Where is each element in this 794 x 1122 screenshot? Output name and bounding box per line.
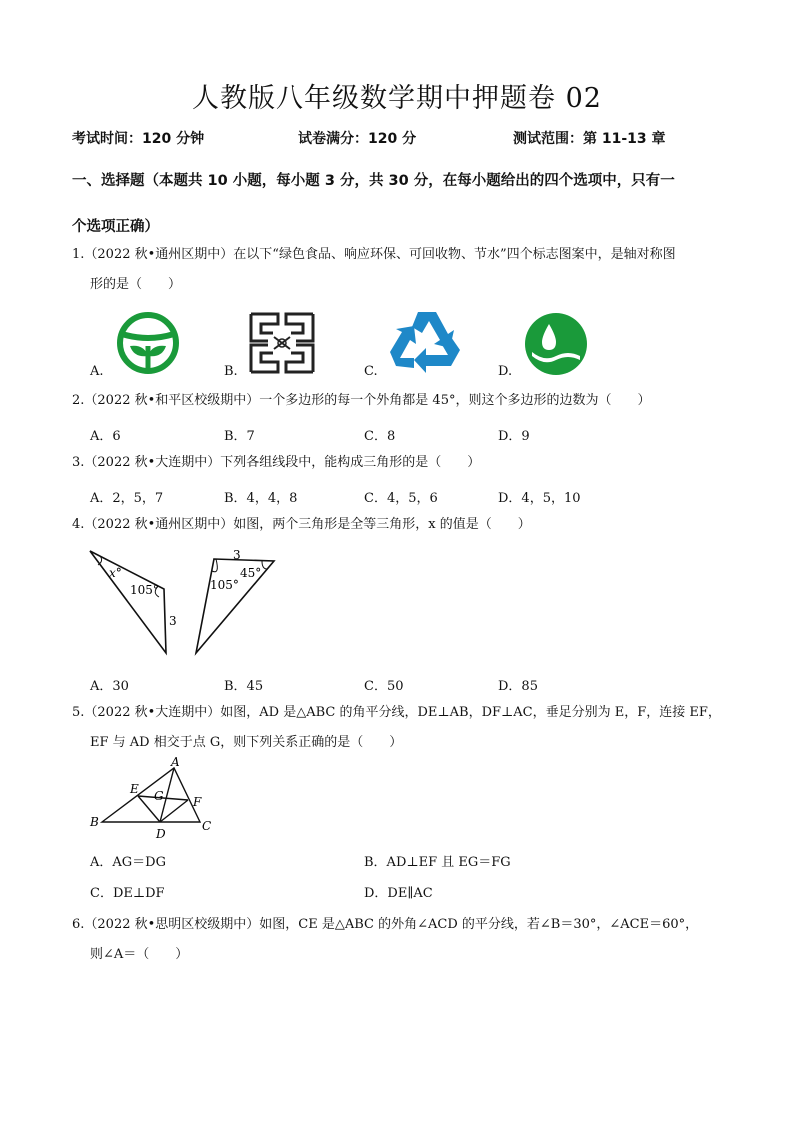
q6-source: （2022 秋•思明区校级期中） [84, 917, 260, 932]
q1-text-2: 形的是（ ） [90, 277, 182, 292]
q5-text: 如图，AD 是△ABC 的角平分线，DE⊥AB，DF⊥AC，垂足分别为 E，F，连接 EF， [220, 705, 721, 720]
q4-option-b[interactable]: B．45 [224, 679, 264, 694]
q4-num: 4. [72, 517, 85, 532]
q2-option-c[interactable]: C．8 [364, 429, 396, 444]
label-e: E [130, 782, 139, 796]
question-3 [72, 448, 732, 478]
q5-source: （2022 秋•大连期中） [84, 705, 221, 720]
question-2 [72, 386, 732, 416]
triangle-left [90, 551, 166, 653]
q1-option-b[interactable]: B. [224, 364, 238, 379]
q3-text: 下列各组线段中，能构成三角形的是（ ） [220, 455, 481, 470]
q4-option-a[interactable]: A．30 [90, 679, 129, 694]
q1-text: 在以下“绿色食品、响应环保、可回收物、节水”四个标志图案中，是轴对称图 [233, 247, 676, 262]
label-105-left: 105° [130, 583, 159, 597]
label-45: 45° [240, 566, 262, 580]
full-score: 试卷满分：120 分 [298, 131, 417, 147]
triangle-right [196, 559, 274, 653]
label-f: F [193, 795, 202, 809]
green-food-logo [112, 312, 184, 374]
label-c: C [202, 819, 212, 833]
q2-option-b[interactable]: B．7 [224, 429, 255, 444]
label-x: x° [109, 566, 122, 580]
label-b: B [90, 815, 99, 829]
recycle-logo [388, 306, 466, 376]
label-3-left: 3 [169, 614, 177, 628]
q3-option-c[interactable]: C．4，5，6 [364, 491, 438, 506]
q6-text-2: 则∠A＝（ ） [90, 947, 189, 962]
section-heading-line2: 个选项正确） [72, 219, 159, 235]
label-g: G [154, 789, 164, 803]
q4-source: （2022 秋•通州区期中） [84, 517, 234, 532]
q3-source: （2022 秋•大连期中） [84, 455, 221, 470]
label-a: A [171, 755, 180, 769]
q3-option-a[interactable]: A．2，5，7 [90, 491, 164, 506]
label-3-right: 3 [233, 548, 241, 562]
q3-option-b[interactable]: B．4，4，8 [224, 491, 298, 506]
triangle-abc [102, 768, 200, 822]
q1-source: （2022 秋•通州区期中） [84, 247, 234, 262]
q1-option-d[interactable]: D. [498, 364, 513, 379]
q5-option-c[interactable]: C．DE⊥DF [90, 886, 165, 901]
q4-option-d[interactable]: D．85 [498, 679, 538, 694]
question-4 [72, 510, 732, 540]
page-title: 人教版八年级数学期中押题卷 02 [192, 83, 602, 114]
q6-text: 如图，CE 是△ABC 的外角∠ACD 的平分线，若∠B＝30°，∠ACE＝60°， [259, 917, 699, 932]
section-heading-line1: 一、选择题（本题共 10 小题，每小题 3 分，共 30 分，在每小题给出的四个选项中，只有一 [72, 173, 675, 189]
q3-option-d[interactable]: D．4，5，10 [498, 491, 581, 506]
q4-option-c[interactable]: C．50 [364, 679, 404, 694]
q3-num: 3. [72, 455, 85, 470]
q2-option-d[interactable]: D．9 [498, 429, 530, 444]
question-5 [72, 698, 732, 758]
q2-option-a[interactable]: A．6 [90, 429, 121, 444]
angle-bisector-figure [88, 755, 218, 841]
q5-option-d[interactable]: D．DE∥AC [364, 886, 433, 901]
q1-option-c[interactable]: C. [364, 364, 378, 379]
angle-arc-45 [262, 561, 267, 569]
q4-text: 如图，两个三角形是全等三角形，x 的值是（ ） [233, 517, 531, 532]
q5-text-2: EF 与 AD 相交于点 G，则下列关系正确的是（ ） [90, 735, 403, 750]
question-1 [72, 240, 732, 300]
water-saving-logo [524, 312, 588, 376]
q2-source: （2022 秋•和平区校级期中） [84, 393, 260, 408]
q2-num: 2. [72, 393, 85, 408]
q5-option-b[interactable]: B．AD⊥EF 且 EG＝FG [364, 855, 511, 870]
environment-logo [248, 311, 316, 375]
q1-option-a[interactable]: A. [90, 364, 104, 379]
q6-num: 6. [72, 917, 85, 932]
label-105-right: 105° [210, 578, 239, 592]
congruent-triangles-figure [86, 545, 286, 657]
question-6 [72, 910, 732, 970]
q5-option-a[interactable]: A．AG＝DG [90, 855, 166, 870]
exam-time: 考试时间：120 分钟 [72, 131, 205, 147]
test-range: 测试范围：第 11-13 章 [513, 131, 666, 147]
q5-num: 5. [72, 705, 85, 720]
section-heading [72, 158, 732, 250]
q2-text: 一个多边形的每一个外角都是 45°，则这个多边形的边数为（ ） [259, 393, 651, 408]
q1-num: 1. [72, 247, 85, 262]
label-d: D [156, 827, 166, 841]
